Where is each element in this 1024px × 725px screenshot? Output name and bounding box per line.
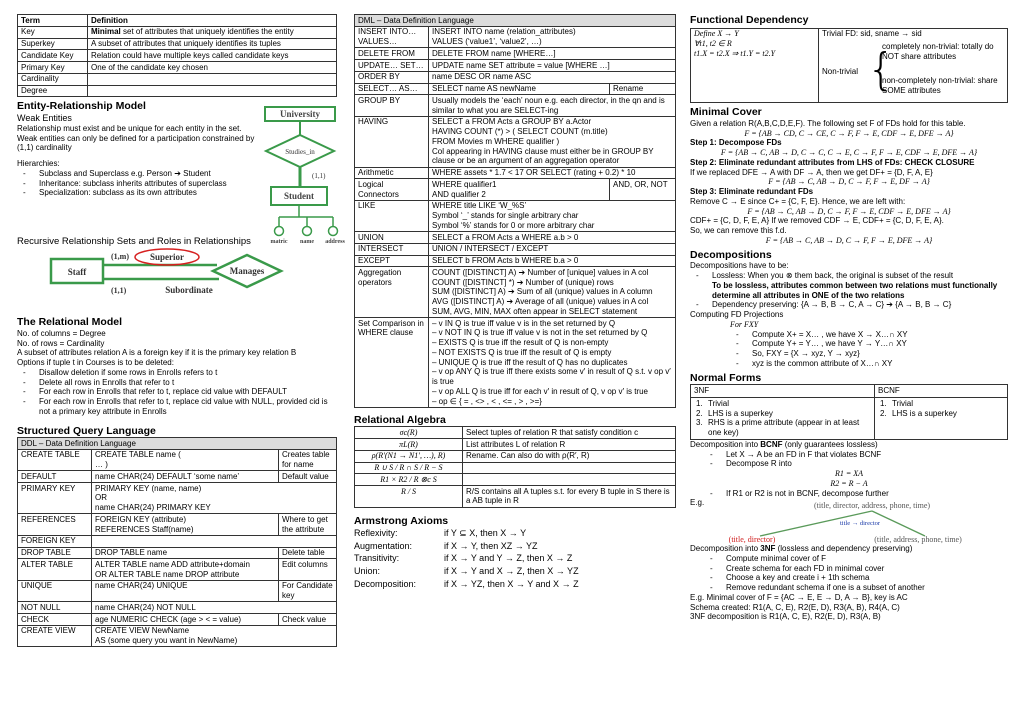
bcnf-last: - If R1 or R2 is not in BCNF, decompose further [704,489,1008,499]
table-row [355,450,676,462]
ddl-table [17,437,337,647]
mincover-title: Minimal Cover [690,106,762,119]
table-row [18,85,337,97]
decomp-body [690,261,1008,368]
table-cell: INSERT INTO name (relation_attributes) VALUES (‘value1’, ‘value2’, …) [429,26,676,48]
table-cell: name CHAR(24) DEFAULT ‘some name’ [92,471,279,483]
table-row [18,559,337,581]
table-cell: SELECT a FROM Acts a GROUP BY a.Actor HAVING COUNT (*) > ( SELECT COUNT (m.title) FROM Movies m WHERE qualifier ) Col appearing in HAVING clause must either be in GROUP BY clause or be an argument of an aggregation operator [429,116,676,167]
table-cell: List attributes L of relation R [463,439,676,451]
table-row [355,462,676,474]
table-cell: REFERENCES [18,514,92,536]
axiom-name: Augmentation: [354,540,413,551]
bcnf-title: Decomposition into BCNF (only guarantees lossless) [690,439,878,449]
table-cell: UNIQUE [18,580,92,602]
weak-entities-title: Weak Entities [17,112,72,123]
table-cell: Select tuples of relation R that satisfy condition c [463,427,676,439]
table-cell: DROP TABLE name [92,547,279,559]
list-item: - Compute Y+ = Y… , we have Y → Y…∩ XY [730,339,1008,349]
mincover-line: F = {AB → C, AB → D, C → F, F → E, DF → A} [768,177,930,187]
list-item [354,527,676,540]
bcnf-tree-diagram [690,498,1008,544]
table-row [355,83,676,95]
axiom-name: Transitivity: [354,553,400,564]
tree-arrow: title → director [840,520,881,528]
table-cell: NOT NULL [18,602,92,614]
fd-trivial: Trivial FD: sid, sname → sid [822,29,922,39]
lossless-text: Lossless: When you ⊗ them back, the original is subset of the result [712,271,954,281]
studies-in-label: Studies_in [285,147,315,156]
fd-projection-title: Computing FD Projections [690,310,784,320]
fd-opt1: completely non-trivial: totally do NOT share attributes [882,41,994,61]
terms-table [17,14,337,97]
relmodel-options [17,368,337,417]
table-cell: ρ(R′(N1 → N1′, …), R) [355,450,463,462]
list-number: 1. [880,398,887,408]
manages-label: Manages [229,266,265,277]
nf-bcnf-list [878,399,1004,419]
table-row [18,625,337,647]
fd-projection-for: For FXY [730,319,759,329]
table-cell: Relation could have multiple keys called candidate keys [88,50,337,62]
table-cell: HAVING [355,116,429,167]
list-item: - Compute minimal cover of F [704,554,1008,564]
bcnf-steps [690,450,1008,470]
sql-title: Structured Query Language [17,424,156,437]
terms-header-cell: Definition [88,15,337,27]
terms-header-cell: Term [18,15,88,27]
list-item: 2. LHS is a superkey [696,408,773,418]
table-cell: ALTER TABLE name ADD attribute+domain OR ALTER TABLE name DROP attribute [92,559,279,581]
nf-head-bcnf: BCNF [875,385,1008,398]
list-item: - Choose a key and create i + 1th schema [704,573,1008,583]
decomp-title: Decompositions [690,248,772,261]
table-row [18,535,337,547]
table-cell: name DESC OR name ASC [429,71,676,83]
nf3-eg: E.g. Minimal cover of F = {AC → E, E → D, A → B}, key is AC [690,592,908,602]
mincover-body [690,119,1008,246]
er-diagram [257,105,349,247]
table-cell [463,462,676,474]
list-item: - Create schema for each FD in minimal cover [704,564,1008,574]
table-row [18,26,337,38]
mincover-line: F = {AB → C, AB → D, C → C, C → E, C → F, F → E, CDF → E, DFE → A} [720,148,978,158]
caption-row [355,15,676,27]
table-cell: Check value [279,614,337,626]
nf3-final: 3NF decomposition is R1(A, C, E), R2(E, D), R3(A, B) [690,612,881,622]
tree-left: (title, director) [728,535,776,545]
relmodel-line: No. of rows = Cardinality [17,338,105,348]
student-label: Student [283,190,315,201]
list-item: - Decompose R into [704,459,1008,469]
table-row [18,580,337,602]
table-cell: Cardinality [18,73,88,85]
table-cell: DELETE FROM [355,48,429,60]
list-item [354,540,676,553]
table-row [355,48,676,60]
list-item: - Inheritance: subclass inherits attributes of superclass [17,179,255,189]
table-row [355,116,676,167]
table-cell: FOREIGN KEY (attribute) REFERENCES Staff(name) [92,514,279,536]
table-cell: name CHAR(24) NOT NULL [92,602,337,614]
axiom-rule: if X → Y and X → Z, then X → YZ [444,565,579,576]
recursive-diagram [47,247,307,311]
relmodel-line: A subset of attributes relation A is a foreign key if it is the primary key relation B [17,348,297,358]
bcnf-keyword: BCNF [760,439,783,449]
table-cell [463,474,676,486]
decomp-lossless [690,271,1008,300]
fd-forall: ∀t1, t2 ∈ R [694,38,732,48]
table-cell: Arithmetic [355,167,429,179]
table-cell: INTERSECT [355,243,429,255]
mincover-line: So, we can remove this f.d. [690,226,787,236]
table-cell: Degree [18,85,88,97]
table-cell: UPDATE… SET… [355,60,429,72]
list-item: 1. Trivial [880,398,914,408]
terms-header-row [18,15,337,27]
table-cell: For Candidate key [279,580,337,602]
er-title: Entity-Relationship Model [17,100,146,113]
table-cell: UNION / INTERSECT / EXCEPT [429,243,676,255]
table-cell: Delete table [279,547,337,559]
recursive-title: Recursive Relationship Sets and Roles in Relationships [17,235,251,247]
table-row [355,267,676,318]
table-row [355,167,676,179]
table-cell: Key [18,26,88,38]
table-row [18,602,337,614]
table-caption: DML – Data Definition Language [355,15,676,27]
term-bold: Minimal [91,27,121,37]
fd-nontrivial: Non-trivial [822,66,859,76]
table-cell: EXCEPT [355,255,429,267]
ra-title: Relational Algebra [354,413,446,426]
table-cell: UNION [355,232,429,244]
table-cell: Edit columns [279,559,337,581]
table-cell: Primary Key [18,62,88,74]
relmodel-line: No. of columns = Degree [17,328,106,338]
table-cell: R ∪ S / R ∩ S / R − S [355,462,463,474]
table-cell: DROP TABLE [18,547,92,559]
table-cell: SELECT… AS… [355,83,429,95]
list-item: - Delete all rows in Enrolls that refer to t [17,378,337,388]
table-cell: One of the candidate key chosen [88,62,337,74]
nf3-keyword: 3NF [760,544,776,554]
table-row [355,26,676,48]
table-cell: Creates table for name [279,449,337,471]
list-item: - Remove redundant schema if one is a subset of another [704,583,1008,593]
table-row [18,38,337,50]
hierarchies-list [17,169,255,198]
table-cell: Aggregation operators [355,267,429,318]
decomp-dep: - Dependency preserving: {A → B, B → C, A → C} ➔ {A → B, B → C} [690,300,1008,310]
list-item: - Compute X+ = X… , we have X → X…∩ XY [730,330,1008,340]
table-cell: Superkey [18,38,88,50]
list-item [354,578,676,591]
table-row [18,614,337,626]
column-left [17,14,345,647]
table-cell: PRIMARY KEY [18,483,92,514]
table-cell: Usually models the ‘each’ noun e.g. each director, in the qn and is similar to what you are SELECT-ing [429,95,676,117]
list-number: 1. [696,398,703,408]
attr-name: name [300,238,314,245]
table-cell: πL(R) [355,439,463,451]
bcnf-eg: E.g. [690,498,705,508]
table-row [18,62,337,74]
nf3-schema: Schema created: R1(A, C, E), R2(E, D), R3(A, B), R4(A, C) [690,602,900,612]
table-cell: SELECT b FROM Acts b WHERE b.a > 0 [429,255,676,267]
attr-matric: matric [270,238,288,245]
table-cell: – v IN Q is true iff value v is in the set returned by Q – v NOT IN Q is true iff value v is not in the set returned by Q – EXISTS Q is true iff the result of Q is non-empty – NOT EXISTS Q is true iff the result of Q is empty – UNIQUE Q is true iff the result of Q has no duplicates – v op ANY Q is true iff there exists some v′ in result of Q s.t. v op v′ is true – v op ALL Q is true iff for each v′ in result of Q, v op v′ is true – op ∈ { = , <> , < , <= , > , >=} [429,318,676,408]
table-row [355,318,676,408]
armstrong-title: Armstrong Axioms [354,514,449,527]
table-row [355,232,676,244]
armstrong-list [354,527,676,590]
attr-address: address [325,238,345,245]
mincover-line: F = {AB → C, AB → D, C → F, F → E, DFE → A} [765,235,933,245]
table-cell: R/S contains all A tuples s.t. for every B tuple in S there is a AB tuple in R [463,486,676,508]
axiom-name: Reflexivity: [354,528,398,539]
fd-define: Define X → Y [694,29,739,39]
list-item: - For each row in Enrolls that refer to t, replace cid value with DEFAULT [17,387,337,397]
card-1m: (1,m) [111,252,129,262]
table-cell: A subset of attributes that uniquely identifies its tuples [88,38,337,50]
list-item [354,552,676,565]
relmodel-title: The Relational Model [17,316,123,329]
table-cell: name CHAR(24) UNIQUE [92,580,279,602]
cardinality-label: (1,1) [312,171,326,180]
mincover-line: If we replaced DFE → A with DF → A, then we get DF+ = {D, F, A, E} [690,167,933,177]
axiom-name: Union: [354,565,381,576]
axiom-rule: if X → Y and Y → Z, then X → Z [444,553,573,564]
table-row [355,474,676,486]
table-row [18,73,337,85]
table-row [355,179,676,201]
table-row [355,427,676,439]
table-cell: σc(R) [355,427,463,439]
nf3-steps [690,554,1008,593]
list-item: 1. Trivial [696,398,730,408]
table-row [18,471,337,483]
nf-table [690,384,1008,440]
brace-icon: { [867,43,895,95]
list-item: - So, FXY = {X → xyz, Y → xyz} [730,349,1008,359]
list-number: 2. [880,408,887,418]
mincover-line: CDF+ = {C, D, F, E, A} If we removed CDF → E, CDF+ = {C, D, F, E, A}. [690,216,944,226]
table-cell: COUNT ([DISTINCT] A) ➔ Number of [unique] values in A col COUNT ([DISTINCT] *) ➔ Number of (unique) rows SUM ([DISTINCT] A) ➔ Sum of all (unique) values in A column AVG ([DISTINCT] A) ➔ Average of all (unique) values in A col SUM, AVG, MIN, MAX often appear in SELECT statement [429,267,676,318]
fd-table [690,28,1008,104]
fd-projection-steps [690,330,1008,369]
nf-head-3nf: 3NF [691,385,875,398]
table-cell: R / S [355,486,463,508]
table-row [355,95,676,117]
list-number: 2. [696,408,703,418]
weak-entities-text: Relationship must exist and be unique for each entity in the set. Weak entities can only be defined for a participation constrained by (1,1) cardinality [17,123,255,153]
table-cell: FOREIGN KEY [18,535,92,547]
list-item: 2. LHS is a superkey [880,408,957,418]
fd-condition: t1.X = t2.X ⇒ t1.Y = t2.Y [694,48,776,58]
mincover-line: F = {AB → CD, C → CE, C → F, F → E, CDF → E, DFE → A} [744,128,954,138]
table-cell: age NUMERIC CHECK (age > < = value) [92,614,279,626]
list-item [354,565,676,578]
fd-opt2: non-completely non-trivial: share SOME attributes [882,75,998,95]
table-cell: WHERE qualifier1 AND qualifier 2 [429,179,610,201]
bcnf-r1: R1 = XA [834,469,864,479]
table-row [355,71,676,83]
superior-label: Superior [149,252,185,263]
table-row [355,200,676,231]
axiom-rule: if X → YZ, then X → Y and X → Z [444,578,579,589]
table-cell: Default value [279,471,337,483]
caption-row [18,438,337,450]
table-cell: Minimal set of attributes that uniquely identifies the entity [88,26,337,38]
table-caption: DDL – Data Definition Language [18,438,337,450]
tree-top: (title, director, address, phone, time) [813,501,931,511]
table-cell: Candidate Key [18,50,88,62]
table-row [355,255,676,267]
table-cell: ALTER TABLE [18,559,92,581]
decomp-intro: Decompositions have to be: [690,261,789,271]
nf-title: Normal Forms [690,371,762,384]
table-cell: WHERE assets * 1.7 < 17 OR SELECT (rating + 0.2) * 10 [429,167,676,179]
table-cell: CREATE VIEW NewName AS (some query you want in NewName) [92,625,337,647]
table-cell: GROUP BY [355,95,429,117]
hierarchies-title: Hierarchies: [17,159,60,169]
table-cell: PRIMARY KEY (name, name) OR name CHAR(24) PRIMARY KEY [92,483,337,514]
list-item: - Specialization: subclass as its own attributes [17,188,255,198]
axiom-rule: if Y ⊆ X, then X → Y [444,528,527,539]
list-item: - xyz is the common attribute of X…∩ XY [730,359,1008,369]
table-cell: WHERE title LIKE ‘W_%S’ Symbol ‘_’ stands for single arbitrary char Symbol ‘%’ stands for 0 or more arbitrary char [429,200,676,231]
table-cell: CREATE VIEW [18,625,92,647]
table-cell [92,535,337,547]
table-row [18,547,337,559]
table-cell [88,73,337,85]
list-number: 3. [696,418,703,428]
relmodel-body [17,329,337,417]
table-cell: Set Comparison in WHERE clause [355,318,429,408]
table-cell [88,85,337,97]
table-cell: R1 × R2 / R ⊗c S [355,474,463,486]
mincover-line: Step 3: Eliminate redundant FDs [690,187,814,197]
staff-label: Staff [67,267,87,278]
ra-table [354,426,676,507]
university-label: University [280,108,320,119]
table-cell: DEFAULT [18,471,92,483]
table-row [355,439,676,451]
table-cell: LIKE [355,200,429,231]
table-cell: ORDER BY [355,71,429,83]
table-cell: Rename [610,83,676,95]
table-row [18,514,337,536]
mincover-line: Given a relation R(A,B,C,D,E,F). The following set F of FDs hold for this table. [690,118,966,128]
table-cell: SELECT name AS newName [429,83,610,95]
mincover-line: Step 1: Decompose FDs [690,138,782,148]
list-item: - For each row in Enrolls that refer to t, replace cid value with NULL, provided cid is not a primary key attribute in Enrolls [17,397,337,417]
table-row [355,243,676,255]
table-row [18,483,337,514]
nf-3nf-list [694,399,871,438]
lossless-bold: To be lossless, attributes common between two relations must functionally determine all attributes in ONE of the two relations [712,280,998,300]
list-item: - Let X → A be an FD in F that violates BCNF [704,450,1008,460]
table-cell: UPDATE name SET attribute = value [WHERE …] [429,60,676,72]
mincover-line: Step 2: Eliminate redundant attributes from LHS of FDs: CHECK CLOSURE [690,157,975,167]
dml-table [354,14,676,408]
table-cell: Logical Connectors [355,179,429,201]
mincover-line: Remove C → E since C+ = {C, F, E}. Hence, we are left with: [690,196,906,206]
column-right [690,14,1008,622]
fd-title: Functional Dependency [690,14,809,26]
axiom-rule: if X → Y, then XZ → YZ [444,540,538,551]
axiom-name: Decomposition: [354,578,417,589]
list-item: 3. RHS is a prime attribute (appear in at least one key) [696,418,860,438]
nf3-title: Decomposition into 3NF (lossless and dependency preserving) [690,544,913,554]
table-cell: CREATE TABLE [18,449,92,471]
bcnf-r2: R2 = R − A [830,478,868,488]
nf-body [690,440,1008,622]
table-cell: CREATE TABLE name ( … ) [92,449,279,471]
card-11: (1,1) [111,286,127,296]
subordinate-label: Subordinate [165,285,213,296]
table-cell: Where to get the attribute [279,514,337,536]
mincover-line: F = {AB → C, AB → D, C → F, F → E, CDF → E, DFE → A} [747,206,951,216]
list-item: - Disallow deletion if some rows in Enrolls refers to t [17,368,337,378]
table-cell: SELECT a FROM Acts a WHERE a.b > 0 [429,232,676,244]
table-cell: CHECK [18,614,92,626]
column-middle [354,14,676,590]
table-row [355,60,676,72]
relmodel-line: Options if tuple t in Courses is to be deleted: [17,358,174,368]
tree-right: (title, address, phone, time) [874,535,962,545]
table-row [18,449,337,471]
recursive-section [17,247,337,313]
table-cell: Rename. Can also do with ρ(R′, R) [463,450,676,462]
list-item: - Subclass and Superclass e.g. Person ➔ Student [17,169,255,179]
table-row [18,50,337,62]
table-cell: INSERT INTO… VALUES… [355,26,429,48]
table-cell: DELETE FROM name [WHERE…] [429,48,676,60]
table-row [355,486,676,508]
table-cell: AND, OR, NOT [610,179,676,201]
